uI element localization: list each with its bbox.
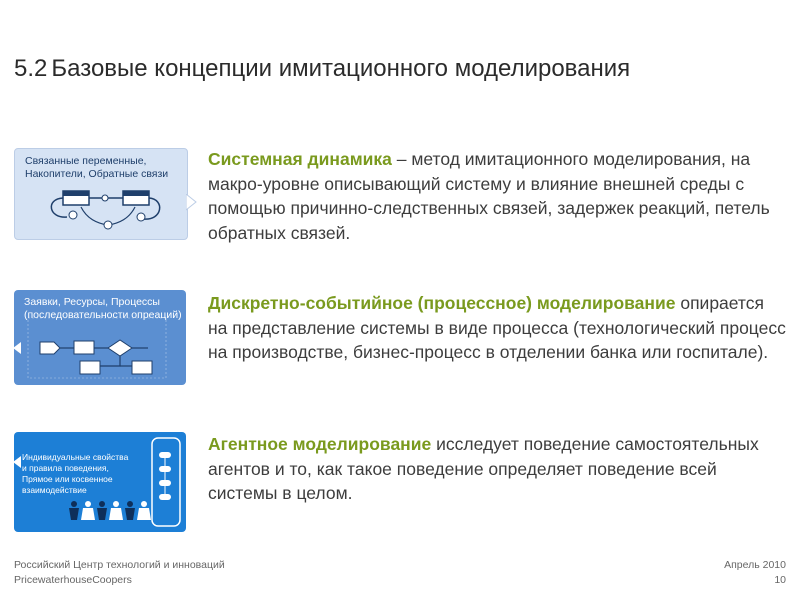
agent-based-panel: [14, 432, 186, 532]
agent-based-description: [208, 432, 788, 506]
footer-meta: [724, 558, 786, 588]
stock-flow-diagram-icon: [15, 149, 187, 239]
system-dynamics-text: – метод имитационного моделирования, на макро-уровне описывающий систему и влияние внешней среды с помощью причинно-следственных связей, задержек реакций, петель обратных связей.: [208, 149, 770, 243]
system-dynamics-panel-label: Связанные переменные, Накопители, Обратные связи: [25, 155, 169, 180]
slide-title: [14, 55, 630, 83]
page-number: 10: [774, 574, 786, 586]
pointer-arrow-icon: [186, 194, 198, 214]
agents-diagram-icon: [14, 432, 186, 532]
slide-title-text: Базовые концепции имитационного моделирования: [51, 55, 631, 82]
discrete-event-description: [208, 291, 788, 365]
agent-based-term: Агентное моделирование: [208, 434, 432, 454]
discrete-event-panel-label: Заявки, Ресурсы, Процессы (последовательности опреаций): [24, 296, 182, 321]
pointer-arrow-icon: [13, 454, 25, 474]
discrete-event-text: опирается на представление системы в виде процесса (технологический процесс на производстве, бизнес-процесс в отделении банка или госпитале).: [208, 293, 786, 362]
agent-based-panel-label: Индивидуальные свойства и правила поведения, Прямое или косвенное взаимодействие: [22, 452, 129, 495]
footer-org-line2: PricewaterhouseCoopers: [14, 574, 132, 586]
pointer-arrow-icon: [13, 340, 25, 360]
system-dynamics-panel: [14, 148, 188, 240]
system-dynamics-term: Системная динамика: [208, 149, 392, 169]
footer-organization: [14, 558, 225, 588]
system-dynamics-description: [208, 147, 788, 245]
slide-number: 5.2: [14, 55, 48, 82]
discrete-event-term: Дискретно-событийное (процессное) моделирование: [208, 293, 676, 313]
discrete-event-panel: [14, 290, 186, 385]
process-flow-diagram-icon: [14, 290, 186, 385]
footer-org-line1: Российский Центр технологий и инноваций: [14, 559, 225, 571]
footer-date: Апрель 2010: [724, 559, 786, 571]
agent-based-text: исследует поведение самостоятельных агентов и то, как такое поведение определяет поведение всей системы в целом.: [208, 434, 759, 503]
